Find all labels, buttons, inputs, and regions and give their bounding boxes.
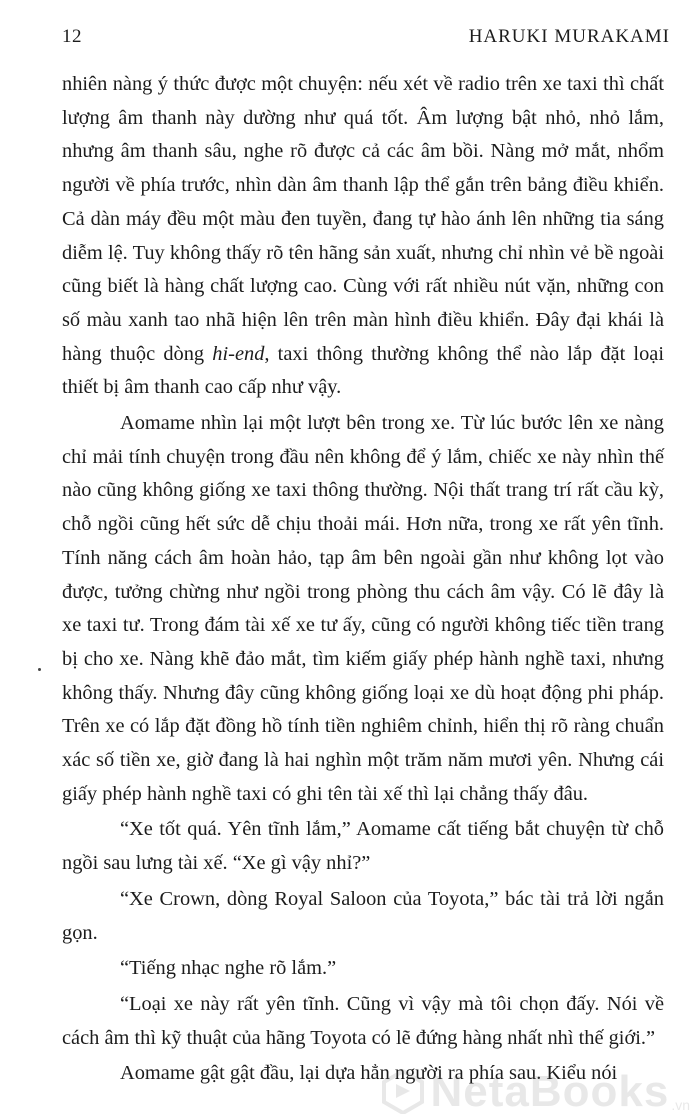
body-text <box>62 68 664 1091</box>
running-head-author: HARUKI MURAKAMI <box>468 26 670 47</box>
page-header <box>62 26 670 56</box>
paragraph-7: Aomame gật gật đầu, lại dựa hẳn người ra phía sau. Kiểu nói <box>120 1062 618 1085</box>
netabooks-logo-icon <box>380 1068 426 1114</box>
page-number: 12 <box>62 26 82 47</box>
paragraph-1: nhiên nàng ý thức được một chuyện: nếu xét về radio trên xe taxi thì chất lượng âm thanh này dường như quá tốt. Âm lượng bật nhỏ, nhỏ lắm, nhưng âm thanh sâu, nghe rõ được cả các âm bồi. Nàng mở mắt, nhổm người về phía trước, nhìn dàn âm thanh lập thể gắn trên bảng điều khiển. Cả dàn máy đều một màu đen tuyền, đang tự hào ánh lên những tia sáng diễm lệ. Tuy không thấy rõ tên hãng sản xuất, nhưng chỉ nhìn vẻ bề ngoài cũng biết là hàng chất lượng cao. Cùng với rất nhiều nút vặn, những con số màu xanh tao nhã hiện lên trên màn hình điều khiển. Đây đại khái là hàng thuộc dòng hi-end, taxi thông thường không thể nào lắp đặt loại thiết bị âm thanh cao cấp như vậy. <box>62 73 665 399</box>
speck-mark <box>38 668 41 671</box>
paragraph-5: “Tiếng nhạc nghe rõ lắm.” <box>120 957 337 980</box>
watermark-text: NetaBooks <box>430 1067 670 1116</box>
italic-term: hi-end <box>212 342 265 365</box>
watermark <box>380 1068 690 1114</box>
paragraph-4: “Xe Crown, dòng Royal Saloon của Toyota,” bác tài trả lời ngắn gọn. <box>62 887 664 944</box>
paragraph-2: Aomame nhìn lại một lượt bên trong xe. Từ lúc bước lên xe nàng chỉ mải tính chuyện trong đầu nên không để ý lắm, chiếc xe này nhìn thế nào cũng không giống xe taxi thông thường. Nội thất trang trí rất cầu kỳ, chỗ ngồi cũng hết sức dễ chịu thoải mái. Hơn nữa, trong xe rất yên tĩnh. Tính năng cách âm hoàn hảo, tạp âm bên ngoài gần như không lọt vào được, tưởng chừng như ngồi trong phòng thu cách âm vậy. Có lẽ đây là xe taxi tư. Trong đám tài xế xe tư ấy, cũng có người không tiếc tiền trang bị cho xe. Nàng khẽ đảo mắt, tìm kiếm giấy phép hành nghề taxi, nhưng không thấy. Nhưng đây cũng không giống loại xe dù hoạt động phi pháp. Trên xe có lắp đặt đồng hồ tính tiền nghiêm chỉnh, hiển thị rõ ràng chuẩn xác số tiền xe, giờ đang là hai nghìn một trăm năm mươi yên. Nhưng cái giấy phép hành nghề taxi có ghi tên tài xế thì lại chẳng thấy đâu. <box>62 412 664 805</box>
watermark-suffix: .vn <box>671 1097 690 1113</box>
paragraph-6: “Loại xe này rất yên tĩnh. Cũng vì vậy mà tôi chọn đấy. Nói về cách âm thì kỹ thuật của hãng Toyota có lẽ đứng hàng nhất nhì thế giới.” <box>62 992 664 1049</box>
paragraph-3: “Xe tốt quá. Yên tĩnh lắm,” Aomame cất tiếng bắt chuyện từ chỗ ngồi sau lưng tài xế. “Xe gì vậy nhỉ?” <box>62 818 664 875</box>
